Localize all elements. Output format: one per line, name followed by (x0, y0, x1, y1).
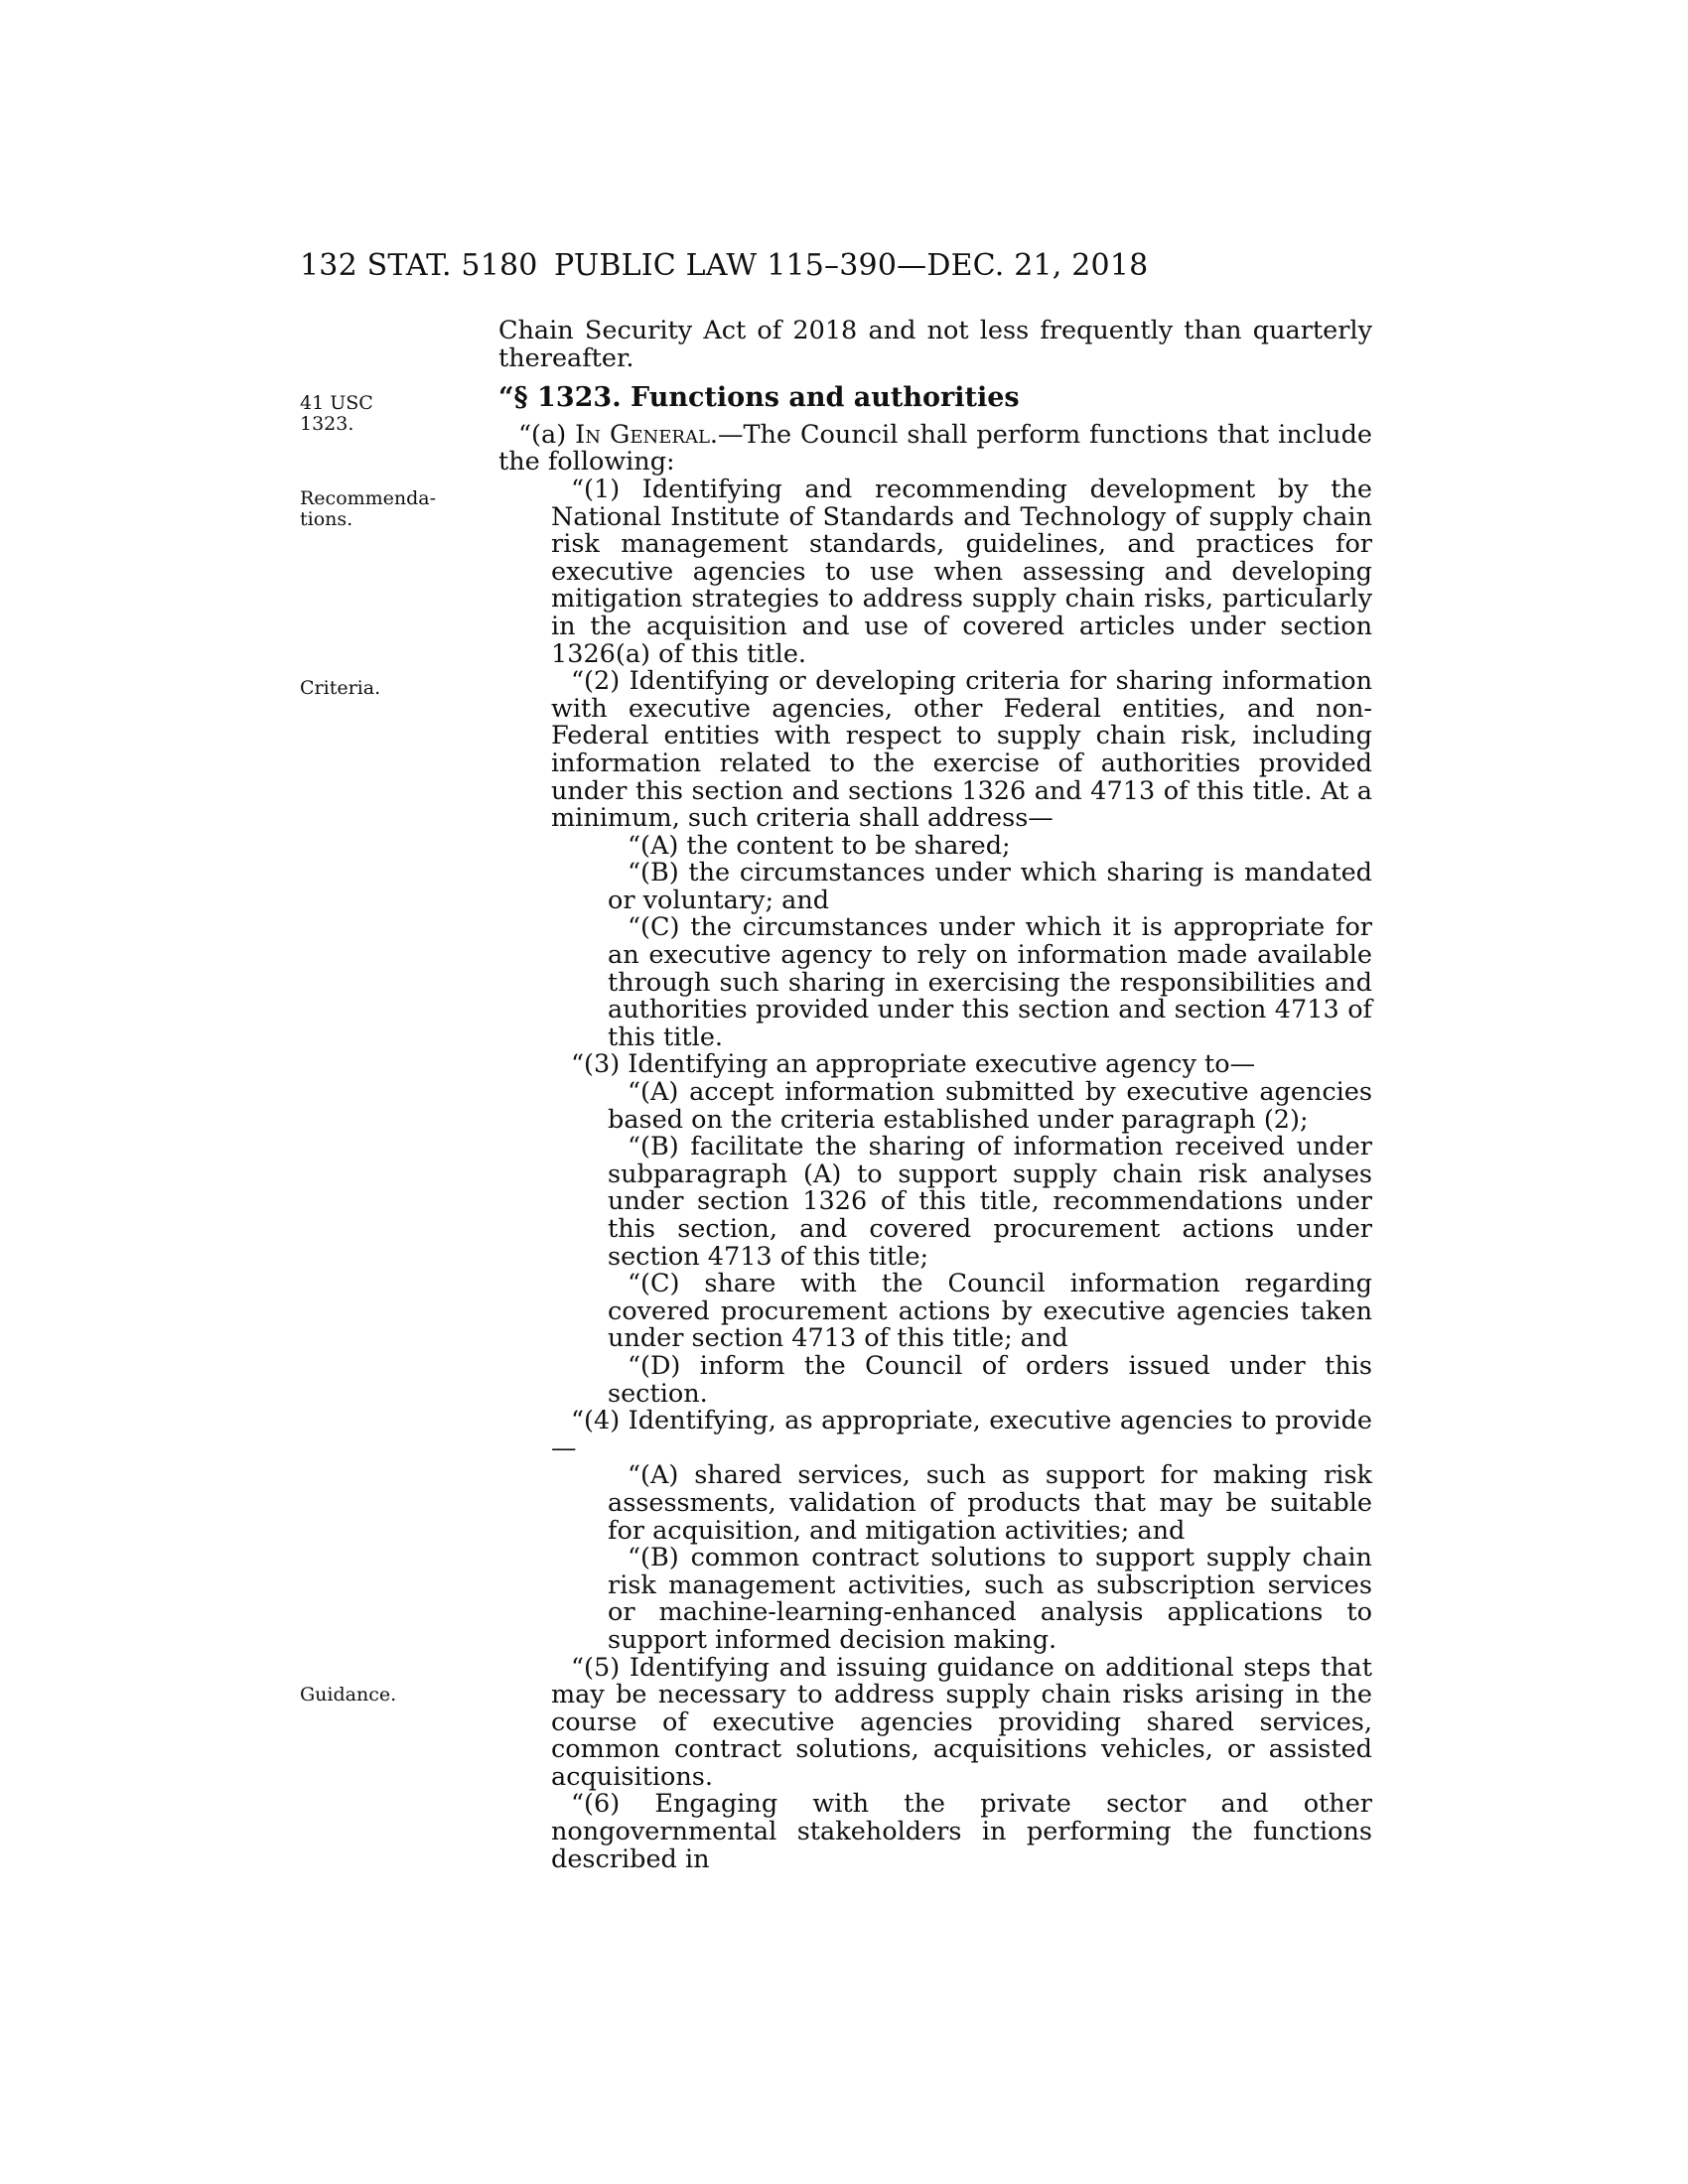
margin-note-guidance: Guidance. (300, 1684, 397, 1706)
subsection-a-lead: “(a) (518, 419, 576, 450)
stat-page-number: 132 STAT. 5180 (300, 248, 538, 283)
subsection-a (498, 419, 1372, 478)
margin-note-criteria: Criteria. (300, 677, 381, 699)
section-heading: “§ 1323. Functions and authorities (498, 382, 1020, 414)
paragraph-3-A: “(A) accept information submitted by executive agencies based on the criteria established under paragraph (2); (608, 1077, 1372, 1135)
running-header: PUBLIC LAW 115–390—DEC. 21, 2018 (554, 248, 1149, 283)
paragraph-3-C: “(C) share with the Council information regarding covered procurement actions by executive agencies taken under section 4713 of this title; and (608, 1269, 1372, 1354)
paragraph-4-A: “(A) shared services, such as support for making risk assessments, validation of products that may be suitable for acquisition, and mitigation activities; and (608, 1460, 1372, 1546)
paragraph-4-B: “(B) common contract solutions to support supply chain risk management activities, such as subscription services or machine-learning-enhanced analysis applications to support informed decision making. (608, 1543, 1372, 1655)
paragraph-2-C: “(C) the circumstances under which it is appropriate for an executive agency to rely on information made available through such sharing in exercising the responsibilities and authorities provided under this section and section 4713 of this title. (608, 912, 1372, 1052)
continuation-text: Chain Security Act of 2018 and not less frequently than quarterly thereafter. (498, 316, 1372, 373)
paragraph-2-A: “(A) the content to be shared; (628, 830, 1011, 861)
paragraph-2-B: “(B) the circumstances under which sharing is mandated or voluntary; and (608, 858, 1372, 915)
paragraph-3-B: “(B) facilitate the sharing of information received under subparagraph (A) to support supply chain risk analyses under section 1326 of this title, recommendations under this section, and covered procurement actions under section 4713 of this title; (608, 1132, 1372, 1272)
margin-note-usc: 41 USC 1323. (300, 392, 373, 435)
paragraph-2: “(2) Identifying or developing criteria for sharing information with executive agencies, other Federal entities, and non-Federal entities with respect to supply chain risk, including information related to the exercise of authorities provided under this section and sections 1326 and 4713 of this title. At a minimum, such criteria shall address— (551, 666, 1372, 834)
paragraph-4: “(4) Identifying, as appropriate, executive agencies to provide— (551, 1406, 1372, 1463)
paragraph-3-D: “(D) inform the Council of orders issued under this section. (608, 1350, 1372, 1409)
paragraph-3: “(3) Identifying an appropriate executive agency to— (571, 1049, 1256, 1080)
paragraph-6: “(6) Engaging with the private sector and other nongovernmental stakeholders in performing the functions described in (551, 1789, 1372, 1874)
page-body (498, 318, 1372, 1873)
paragraph-5: “(5) Identifying and issuing guidance on additional steps that may be necessary to address supply chain risks arising in the course of executive agencies providing shared services, common contract solutions, acquisitions vehicles, or assisted acquisitions. (551, 1652, 1372, 1792)
subsection-a-heading: In General (575, 419, 710, 450)
paragraph-1: “(1) Identifying and recommending development by the National Institute of Standards and Technology of supply chain risk management standards, guidelines, and practices for executive agencies to use when assessing and developing mitigation strategies to address supply chain risks, particularly in the acquisition and use of covered articles under section 1326(a) of this title. (551, 474, 1372, 669)
subsection-a-text: .—The Council shall perform functions that include the following: (498, 419, 1372, 478)
margin-note-recommendations: Recommenda- tions. (300, 487, 437, 530)
